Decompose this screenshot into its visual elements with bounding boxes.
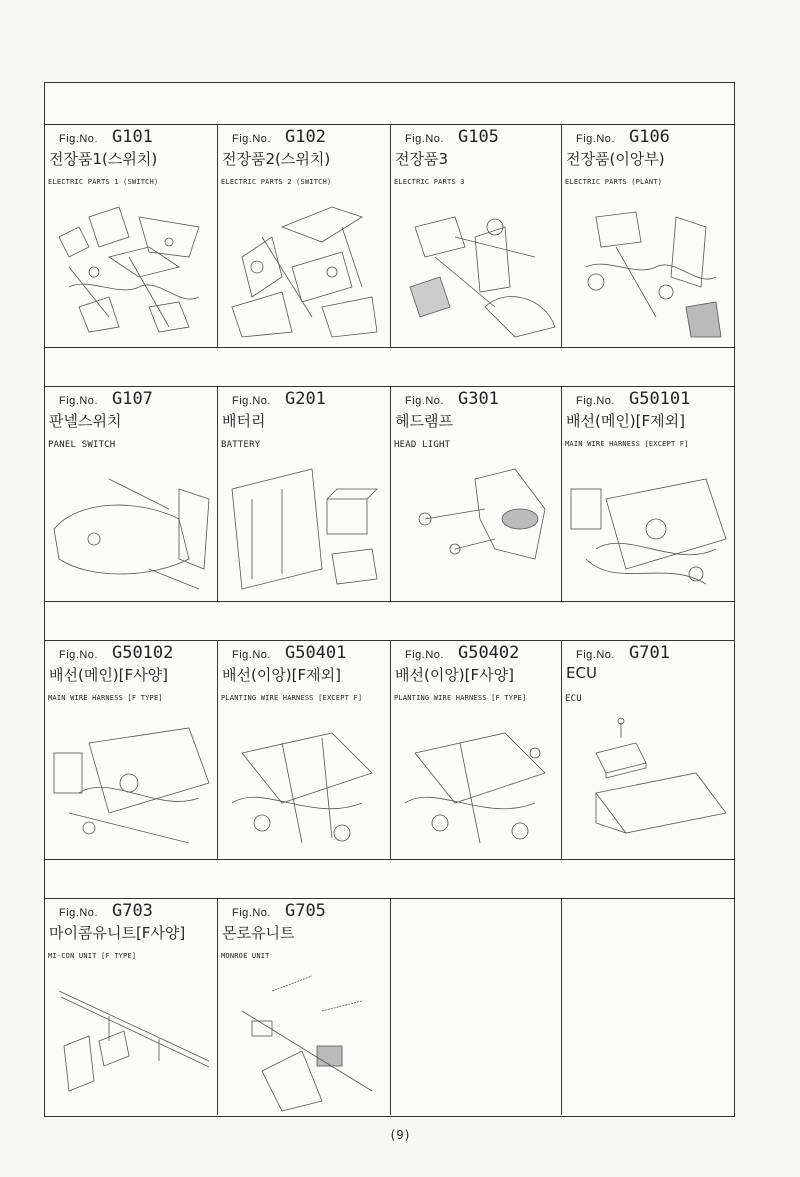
figure-card-g106[interactable] bbox=[562, 125, 736, 347]
fig-title-english: MI-CON UNIT [F TYPE] bbox=[48, 952, 137, 960]
fig-title-english: ELECTRIC PARTS 2 (SWITCH) bbox=[221, 178, 332, 186]
empty-cell bbox=[562, 899, 736, 1115]
fig-title-english: ELECTRIC PARTS 3 bbox=[394, 178, 465, 186]
fig-number: G106 bbox=[628, 127, 670, 147]
fig-title-english: ECU bbox=[565, 694, 582, 704]
figure-card-g107[interactable] bbox=[45, 387, 218, 601]
fig-title-korean: 헤드램프 bbox=[395, 412, 453, 430]
fig-label: Fig.No. bbox=[232, 395, 271, 407]
figure-row-2 bbox=[45, 387, 734, 602]
fig-title-korean: 판넬스위치 bbox=[49, 412, 122, 430]
fig-title-english: MAIN WIRE HARNESS [EXCEPT F] bbox=[565, 440, 689, 448]
figure-card-g102[interactable] bbox=[218, 125, 391, 347]
fig-label: Fig.No. bbox=[576, 133, 615, 145]
parts-diagram-thumbnail[interactable] bbox=[222, 459, 386, 601]
fig-label: Fig.No. bbox=[59, 395, 98, 407]
fig-number: G50102 bbox=[111, 643, 174, 663]
parts-diagram-thumbnail[interactable] bbox=[49, 713, 213, 859]
figure-row-1 bbox=[45, 125, 734, 348]
header-band bbox=[45, 83, 734, 125]
fig-number: G201 bbox=[284, 389, 326, 409]
page-number: (9) bbox=[389, 1128, 411, 1142]
catalog-table bbox=[44, 82, 735, 1117]
figure-card-g703[interactable] bbox=[45, 899, 218, 1115]
fig-title-korean: 마이콤유니트[F사양] bbox=[49, 924, 186, 942]
empty-cell bbox=[391, 899, 562, 1115]
fig-number: G102 bbox=[284, 127, 326, 147]
figure-card-g50102[interactable] bbox=[45, 641, 218, 859]
fig-label: Fig.No. bbox=[405, 649, 444, 661]
parts-diagram-thumbnail[interactable] bbox=[49, 459, 213, 601]
fig-title-english: PANEL SWITCH bbox=[48, 440, 116, 450]
fig-label: Fig.No. bbox=[576, 649, 615, 661]
fig-title-english: ELECTRIC PARTS 1 (SWITCH) bbox=[48, 178, 159, 186]
fig-title-korean: 몬로유니트 bbox=[222, 924, 295, 942]
separator-band bbox=[45, 602, 734, 641]
separator-band bbox=[45, 860, 734, 899]
fig-number: G50101 bbox=[628, 389, 691, 409]
fig-label: Fig.No. bbox=[59, 907, 98, 919]
fig-title-korean: 배선(이앙)[F사양] bbox=[395, 666, 514, 684]
parts-diagram-thumbnail[interactable] bbox=[49, 197, 213, 343]
fig-title-english: PLANTING WIRE HARNESS [F TYPE] bbox=[394, 694, 527, 702]
fig-label: Fig.No. bbox=[59, 649, 98, 661]
fig-title-korean: 배터리 bbox=[222, 412, 266, 430]
parts-diagram-thumbnail[interactable] bbox=[395, 713, 559, 859]
fig-title-korean: 전장품3 bbox=[395, 150, 449, 168]
figure-card-g101[interactable] bbox=[45, 125, 218, 347]
fig-number: G105 bbox=[457, 127, 499, 147]
parts-diagram-thumbnail[interactable] bbox=[222, 713, 386, 859]
figure-card-g701[interactable] bbox=[562, 641, 736, 859]
fig-title-english: ELECTRIC PARTS (PLANT) bbox=[565, 178, 663, 186]
parts-diagram-thumbnail[interactable] bbox=[49, 971, 213, 1115]
fig-number: G703 bbox=[111, 901, 153, 921]
fig-number: G705 bbox=[284, 901, 326, 921]
fig-title-english: HEAD LIGHT bbox=[394, 440, 451, 450]
figure-row-4 bbox=[45, 899, 734, 1115]
parts-diagram-thumbnail[interactable] bbox=[566, 459, 730, 601]
figure-card-g105[interactable] bbox=[391, 125, 562, 347]
fig-title-korean: 배선(메인)[F제외] bbox=[566, 412, 685, 430]
fig-title-english: BATTERY bbox=[221, 440, 261, 450]
figure-card-g50401[interactable] bbox=[218, 641, 391, 859]
fig-label: Fig.No. bbox=[405, 395, 444, 407]
parts-diagram-thumbnail[interactable] bbox=[222, 197, 386, 343]
fig-title-korean: 전장품(이앙부) bbox=[566, 150, 665, 168]
fig-title-korean: 배선(이앙)[F제외] bbox=[222, 666, 341, 684]
figure-row-3 bbox=[45, 641, 734, 860]
fig-label: Fig.No. bbox=[232, 649, 271, 661]
figure-card-g50101[interactable] bbox=[562, 387, 736, 601]
parts-diagram-thumbnail[interactable] bbox=[566, 197, 730, 343]
fig-title-english: MONROE UNIT bbox=[221, 952, 270, 960]
figure-card-g50402[interactable] bbox=[391, 641, 562, 859]
parts-diagram-thumbnail[interactable] bbox=[395, 459, 559, 601]
fig-title-korean: 전장품1(스위치) bbox=[49, 150, 158, 168]
parts-diagram-thumbnail[interactable] bbox=[222, 971, 386, 1115]
fig-label: Fig.No. bbox=[576, 395, 615, 407]
fig-title-korean: 전장품2(스위치) bbox=[222, 150, 331, 168]
figure-card-g301[interactable] bbox=[391, 387, 562, 601]
parts-diagram-thumbnail[interactable] bbox=[395, 197, 559, 343]
fig-number: G107 bbox=[111, 389, 153, 409]
fig-title-english: PLANTING WIRE HARNESS [EXCEPT F] bbox=[221, 694, 363, 702]
fig-number: G301 bbox=[457, 389, 499, 409]
fig-number: G701 bbox=[628, 643, 670, 663]
parts-diagram-thumbnail[interactable] bbox=[566, 713, 730, 859]
fig-number: G50402 bbox=[457, 643, 520, 663]
separator-band bbox=[45, 348, 734, 387]
fig-number: G101 bbox=[111, 127, 153, 147]
fig-number: G50401 bbox=[284, 643, 347, 663]
fig-title-korean: ECU bbox=[566, 664, 597, 682]
fig-label: Fig.No. bbox=[232, 907, 271, 919]
figure-card-g705[interactable] bbox=[218, 899, 391, 1115]
fig-title-english: MAIN WIRE HARNESS [F TYPE] bbox=[48, 694, 163, 702]
figure-card-g201[interactable] bbox=[218, 387, 391, 601]
fig-label: Fig.No. bbox=[405, 133, 444, 145]
fig-label: Fig.No. bbox=[59, 133, 98, 145]
fig-label: Fig.No. bbox=[232, 133, 271, 145]
fig-title-korean: 배선(메인)[F사양] bbox=[49, 666, 168, 684]
